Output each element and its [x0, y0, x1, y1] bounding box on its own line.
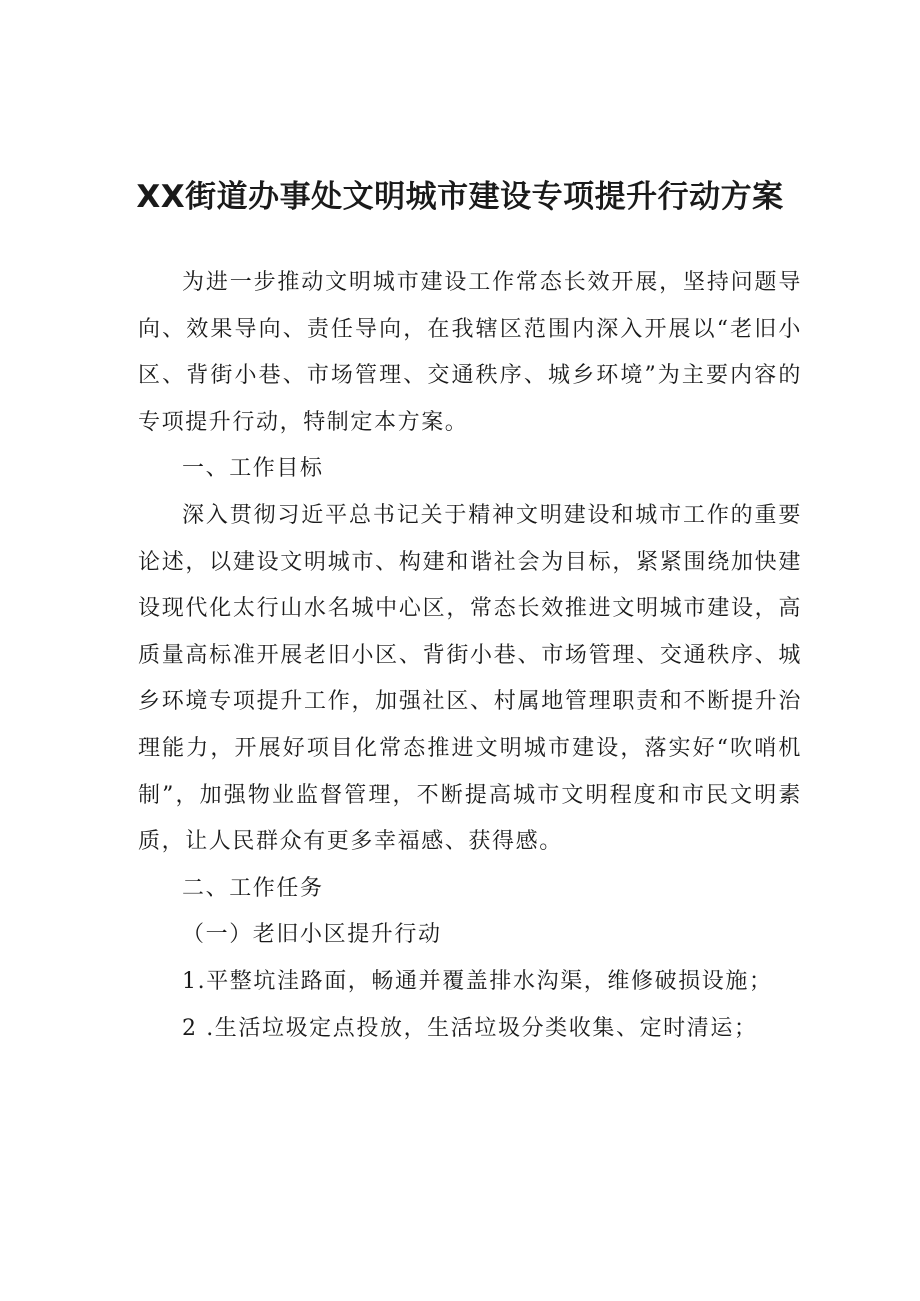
document-title: XX街道办事处文明城市建设专项提升行动方案: [136, 179, 784, 215]
goals-paragraph: 深入贯彻习近平总书记关于精神文明建设和城市工作的重要论述，以建设文明城市、构建和谐社会为目标，紧紧围绕加快建设现代化太行山水名城中心区，常态长效推进文明城市建设，高质量高标准开展老旧小区、背街小巷、市场管理、交通秩序、城乡环境专项提升工作，加强社区、村属地管理职责和不断提升治理能力，开展好项目化常态推进文明城市建设，落实好“吹哨机制”，加强物业监督管理，不断提高城市文明程度和市民文明素质，让人民群众有更多幸福感、获得感。: [138, 502, 802, 855]
section-heading-tasks: 二、工作任务: [182, 875, 324, 901]
subsection-heading-old-communities: （一）老旧小区提升行动: [182, 922, 442, 948]
section-heading-goals: 一、工作目标: [182, 456, 324, 482]
task-item-1: 1.平整坑洼路面，畅通并覆盖排水沟渠，维修破损设施；: [182, 968, 773, 994]
document-body: [138, 260, 802, 1052]
task-item-2: 2 .生活垃圾定点投放，生活垃圾分类收集、定时清运；: [182, 1015, 758, 1041]
intro-paragraph: 为进一步推动文明城市建设工作常态长效开展，坚持问题导向、效果导向、责任导向，在我辖区范围内深入开展以“老旧小区、背街小巷、市场管理、交通秩序、城乡环境”为主要内容的专项提升行动，特制定本方案。: [138, 270, 802, 435]
